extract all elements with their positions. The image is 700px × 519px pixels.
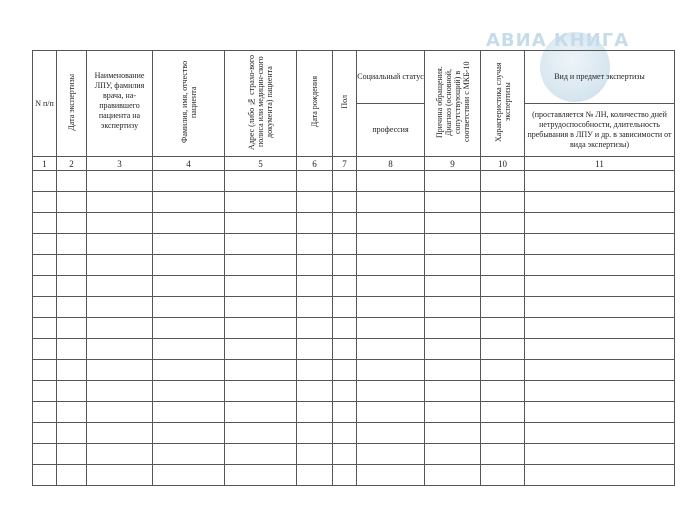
table-cell[interactable] bbox=[481, 276, 525, 297]
table-cell[interactable] bbox=[57, 171, 87, 192]
table-cell[interactable] bbox=[357, 318, 425, 339]
table-cell[interactable] bbox=[33, 423, 57, 444]
table-cell[interactable] bbox=[33, 402, 57, 423]
table-cell[interactable] bbox=[425, 339, 481, 360]
header-expertise-details: (проставляется № ЛН, количество дней нетрудоспособности, длительность пребывания в ЛПУ и др. в зависимости от вида экспертизы) bbox=[525, 104, 675, 157]
table-cell[interactable] bbox=[425, 171, 481, 192]
table-cell[interactable] bbox=[153, 381, 225, 402]
table-cell[interactable] bbox=[525, 402, 675, 423]
table-cell[interactable] bbox=[153, 444, 225, 465]
column-number: 9 bbox=[425, 157, 481, 171]
table-cell[interactable] bbox=[225, 255, 297, 276]
table-row bbox=[33, 339, 675, 360]
header-expertise-type: Вид и предмет экспертизы bbox=[525, 51, 675, 104]
table-cell[interactable] bbox=[525, 297, 675, 318]
table-cell[interactable] bbox=[33, 255, 57, 276]
column-number: 6 bbox=[297, 157, 333, 171]
table-cell[interactable] bbox=[333, 402, 357, 423]
table-cell[interactable] bbox=[357, 276, 425, 297]
table-cell[interactable] bbox=[153, 171, 225, 192]
table-cell[interactable] bbox=[57, 465, 87, 486]
table-cell[interactable] bbox=[225, 276, 297, 297]
table-cell[interactable] bbox=[87, 318, 153, 339]
watermark: АВИА КНИГА bbox=[486, 30, 630, 51]
header-profession: профессия bbox=[357, 104, 425, 157]
table-cell[interactable] bbox=[357, 171, 425, 192]
table-cell[interactable] bbox=[153, 234, 225, 255]
table-cell[interactable] bbox=[481, 192, 525, 213]
column-number: 4 bbox=[153, 157, 225, 171]
table-cell[interactable] bbox=[525, 360, 675, 381]
table-row bbox=[33, 360, 675, 381]
column-number: 3 bbox=[87, 157, 153, 171]
column-number: 2 bbox=[57, 157, 87, 171]
table-cell[interactable] bbox=[481, 318, 525, 339]
table-cell[interactable] bbox=[525, 318, 675, 339]
table-cell[interactable] bbox=[225, 360, 297, 381]
table-cell[interactable] bbox=[225, 444, 297, 465]
table-cell[interactable] bbox=[425, 423, 481, 444]
table-cell[interactable] bbox=[297, 339, 333, 360]
table-cell[interactable] bbox=[297, 318, 333, 339]
header-patient-address: Адрес (либо № страхо-вого полиса или медицин-ского документа) пациента bbox=[225, 51, 297, 157]
table-cell[interactable] bbox=[425, 297, 481, 318]
table-cell[interactable] bbox=[57, 213, 87, 234]
table-cell[interactable] bbox=[87, 423, 153, 444]
table-cell[interactable] bbox=[225, 171, 297, 192]
table-cell[interactable] bbox=[481, 444, 525, 465]
header-number: N п/п bbox=[33, 51, 57, 157]
table-cell[interactable] bbox=[297, 255, 333, 276]
table-cell[interactable] bbox=[525, 444, 675, 465]
register-table bbox=[32, 50, 675, 486]
header-lpu-doctor: Наименование ЛПУ, фамилия врача, на-правившего пациента на экспертизу bbox=[87, 51, 153, 157]
table-cell[interactable] bbox=[33, 234, 57, 255]
table-cell[interactable] bbox=[33, 339, 57, 360]
table-cell[interactable] bbox=[357, 234, 425, 255]
table-cell[interactable] bbox=[87, 192, 153, 213]
column-number: 1 bbox=[33, 157, 57, 171]
table-cell[interactable] bbox=[57, 255, 87, 276]
table-cell[interactable] bbox=[525, 234, 675, 255]
table-row bbox=[33, 381, 675, 402]
column-numbers-row bbox=[33, 157, 675, 171]
table-cell[interactable] bbox=[357, 444, 425, 465]
table-cell[interactable] bbox=[57, 423, 87, 444]
table-cell[interactable] bbox=[33, 465, 57, 486]
table-cell[interactable] bbox=[425, 465, 481, 486]
table-cell[interactable] bbox=[481, 234, 525, 255]
table-row bbox=[33, 402, 675, 423]
table-cell[interactable] bbox=[425, 402, 481, 423]
table-cell[interactable] bbox=[357, 402, 425, 423]
table-cell[interactable] bbox=[425, 444, 481, 465]
column-number: 10 bbox=[481, 157, 525, 171]
table-cell[interactable] bbox=[357, 339, 425, 360]
header-birth-date: Дата рождения bbox=[297, 51, 333, 157]
table-row bbox=[33, 276, 675, 297]
header-social-status: Социальный статус bbox=[357, 51, 425, 104]
table-cell[interactable] bbox=[525, 192, 675, 213]
table-cell[interactable] bbox=[225, 318, 297, 339]
table-cell[interactable] bbox=[33, 192, 57, 213]
table-cell[interactable] bbox=[333, 255, 357, 276]
table-cell[interactable] bbox=[333, 465, 357, 486]
table-cell[interactable] bbox=[357, 213, 425, 234]
table-cell[interactable] bbox=[525, 213, 675, 234]
table-cell[interactable] bbox=[357, 423, 425, 444]
table-body bbox=[33, 171, 675, 486]
table-cell[interactable] bbox=[297, 234, 333, 255]
table-cell[interactable] bbox=[481, 213, 525, 234]
table-cell[interactable] bbox=[225, 402, 297, 423]
table-cell[interactable] bbox=[33, 381, 57, 402]
table-cell[interactable] bbox=[153, 423, 225, 444]
table-cell[interactable] bbox=[425, 276, 481, 297]
table-cell[interactable] bbox=[333, 339, 357, 360]
table-cell[interactable] bbox=[57, 297, 87, 318]
expertise-register-form bbox=[32, 50, 674, 487]
table-cell[interactable] bbox=[357, 297, 425, 318]
column-number: 7 bbox=[333, 157, 357, 171]
table-cell[interactable] bbox=[333, 234, 357, 255]
table-row bbox=[33, 423, 675, 444]
table-cell[interactable] bbox=[153, 297, 225, 318]
table-row bbox=[33, 297, 675, 318]
table-cell[interactable] bbox=[297, 381, 333, 402]
table-cell[interactable] bbox=[425, 381, 481, 402]
header-case-characteristic: Характеристика случая экспертизы bbox=[481, 51, 525, 157]
table-cell[interactable] bbox=[297, 171, 333, 192]
table-cell[interactable] bbox=[481, 465, 525, 486]
table-cell[interactable] bbox=[33, 213, 57, 234]
table-cell[interactable] bbox=[153, 276, 225, 297]
table-cell[interactable] bbox=[225, 213, 297, 234]
table-cell[interactable] bbox=[357, 465, 425, 486]
table-cell[interactable] bbox=[57, 402, 87, 423]
table-row bbox=[33, 171, 675, 192]
table-cell[interactable] bbox=[57, 234, 87, 255]
table-cell[interactable] bbox=[525, 381, 675, 402]
table-cell[interactable] bbox=[525, 465, 675, 486]
table-cell[interactable] bbox=[87, 255, 153, 276]
table-cell[interactable] bbox=[525, 339, 675, 360]
table-cell[interactable] bbox=[57, 339, 87, 360]
table-cell[interactable] bbox=[425, 255, 481, 276]
header-row-top bbox=[33, 51, 675, 104]
table-cell[interactable] bbox=[357, 381, 425, 402]
table-cell[interactable] bbox=[481, 255, 525, 276]
table-cell[interactable] bbox=[333, 360, 357, 381]
table-cell[interactable] bbox=[333, 192, 357, 213]
table-cell[interactable] bbox=[333, 297, 357, 318]
table-cell[interactable] bbox=[333, 276, 357, 297]
table-cell[interactable] bbox=[357, 360, 425, 381]
table-cell[interactable] bbox=[297, 213, 333, 234]
table-cell[interactable] bbox=[481, 297, 525, 318]
table-cell[interactable] bbox=[297, 465, 333, 486]
table-cell[interactable] bbox=[481, 402, 525, 423]
table-row bbox=[33, 318, 675, 339]
table-cell[interactable] bbox=[297, 192, 333, 213]
table-cell[interactable] bbox=[425, 192, 481, 213]
table-cell[interactable] bbox=[425, 360, 481, 381]
table-cell[interactable] bbox=[225, 423, 297, 444]
table-cell[interactable] bbox=[525, 255, 675, 276]
table-cell[interactable] bbox=[357, 255, 425, 276]
table-cell[interactable] bbox=[87, 234, 153, 255]
table-cell[interactable] bbox=[333, 213, 357, 234]
table-cell[interactable] bbox=[57, 381, 87, 402]
table-cell[interactable] bbox=[333, 423, 357, 444]
table-row bbox=[33, 213, 675, 234]
table-cell[interactable] bbox=[525, 171, 675, 192]
table-cell[interactable] bbox=[153, 360, 225, 381]
header-date-expertise: Дата экспертизы bbox=[57, 51, 87, 157]
table-cell[interactable] bbox=[87, 360, 153, 381]
table-row bbox=[33, 234, 675, 255]
table-cell[interactable] bbox=[87, 213, 153, 234]
column-number: 11 bbox=[525, 157, 675, 171]
table-cell[interactable] bbox=[425, 318, 481, 339]
table-row bbox=[33, 192, 675, 213]
table-cell[interactable] bbox=[153, 465, 225, 486]
table-cell[interactable] bbox=[333, 444, 357, 465]
table-cell[interactable] bbox=[333, 381, 357, 402]
table-cell[interactable] bbox=[297, 444, 333, 465]
table-cell[interactable] bbox=[425, 234, 481, 255]
table-cell[interactable] bbox=[297, 360, 333, 381]
table-cell[interactable] bbox=[153, 339, 225, 360]
column-number: 8 bbox=[357, 157, 425, 171]
table-row bbox=[33, 255, 675, 276]
table-cell[interactable] bbox=[333, 171, 357, 192]
table-cell[interactable] bbox=[153, 255, 225, 276]
table-cell[interactable] bbox=[225, 381, 297, 402]
table-cell[interactable] bbox=[153, 318, 225, 339]
table-cell[interactable] bbox=[297, 402, 333, 423]
table-cell[interactable] bbox=[87, 402, 153, 423]
table-cell[interactable] bbox=[225, 465, 297, 486]
table-cell[interactable] bbox=[481, 339, 525, 360]
table-cell[interactable] bbox=[225, 339, 297, 360]
table-cell[interactable] bbox=[33, 276, 57, 297]
table-cell[interactable] bbox=[297, 423, 333, 444]
table-cell[interactable] bbox=[481, 171, 525, 192]
table-cell[interactable] bbox=[57, 192, 87, 213]
table-cell[interactable] bbox=[525, 276, 675, 297]
table-cell[interactable] bbox=[225, 297, 297, 318]
table-cell[interactable] bbox=[87, 444, 153, 465]
table-cell[interactable] bbox=[481, 360, 525, 381]
table-cell[interactable] bbox=[153, 213, 225, 234]
table-cell[interactable] bbox=[357, 192, 425, 213]
table-cell[interactable] bbox=[87, 171, 153, 192]
column-number: 5 bbox=[225, 157, 297, 171]
table-cell[interactable] bbox=[481, 423, 525, 444]
table-cell[interactable] bbox=[225, 234, 297, 255]
table-row bbox=[33, 465, 675, 486]
table-cell[interactable] bbox=[333, 318, 357, 339]
table-cell[interactable] bbox=[87, 465, 153, 486]
table-cell[interactable] bbox=[87, 276, 153, 297]
table-cell[interactable] bbox=[225, 192, 297, 213]
table-cell[interactable] bbox=[425, 213, 481, 234]
table-cell[interactable] bbox=[297, 276, 333, 297]
table-cell[interactable] bbox=[33, 171, 57, 192]
header-sex: Пол bbox=[333, 51, 357, 157]
table-cell[interactable] bbox=[57, 360, 87, 381]
table-cell[interactable] bbox=[297, 297, 333, 318]
table-cell[interactable] bbox=[57, 318, 87, 339]
table-cell[interactable] bbox=[481, 381, 525, 402]
header-patient-name: Фамилия, имя, отчество пациента bbox=[153, 51, 225, 157]
table-cell[interactable] bbox=[57, 276, 87, 297]
table-cell[interactable] bbox=[57, 444, 87, 465]
table-cell[interactable] bbox=[153, 192, 225, 213]
table-cell[interactable] bbox=[33, 444, 57, 465]
table-cell[interactable] bbox=[153, 402, 225, 423]
table-cell[interactable] bbox=[87, 297, 153, 318]
table-row bbox=[33, 444, 675, 465]
table-cell[interactable] bbox=[87, 381, 153, 402]
table-cell[interactable] bbox=[33, 318, 57, 339]
table-cell[interactable] bbox=[33, 297, 57, 318]
table-cell[interactable] bbox=[33, 360, 57, 381]
table-cell[interactable] bbox=[87, 339, 153, 360]
header-diagnosis: Причина обращения. Диагноз (основной, сопутствующий) в соответствии с МКБ-10 bbox=[425, 51, 481, 157]
table-cell[interactable] bbox=[525, 423, 675, 444]
